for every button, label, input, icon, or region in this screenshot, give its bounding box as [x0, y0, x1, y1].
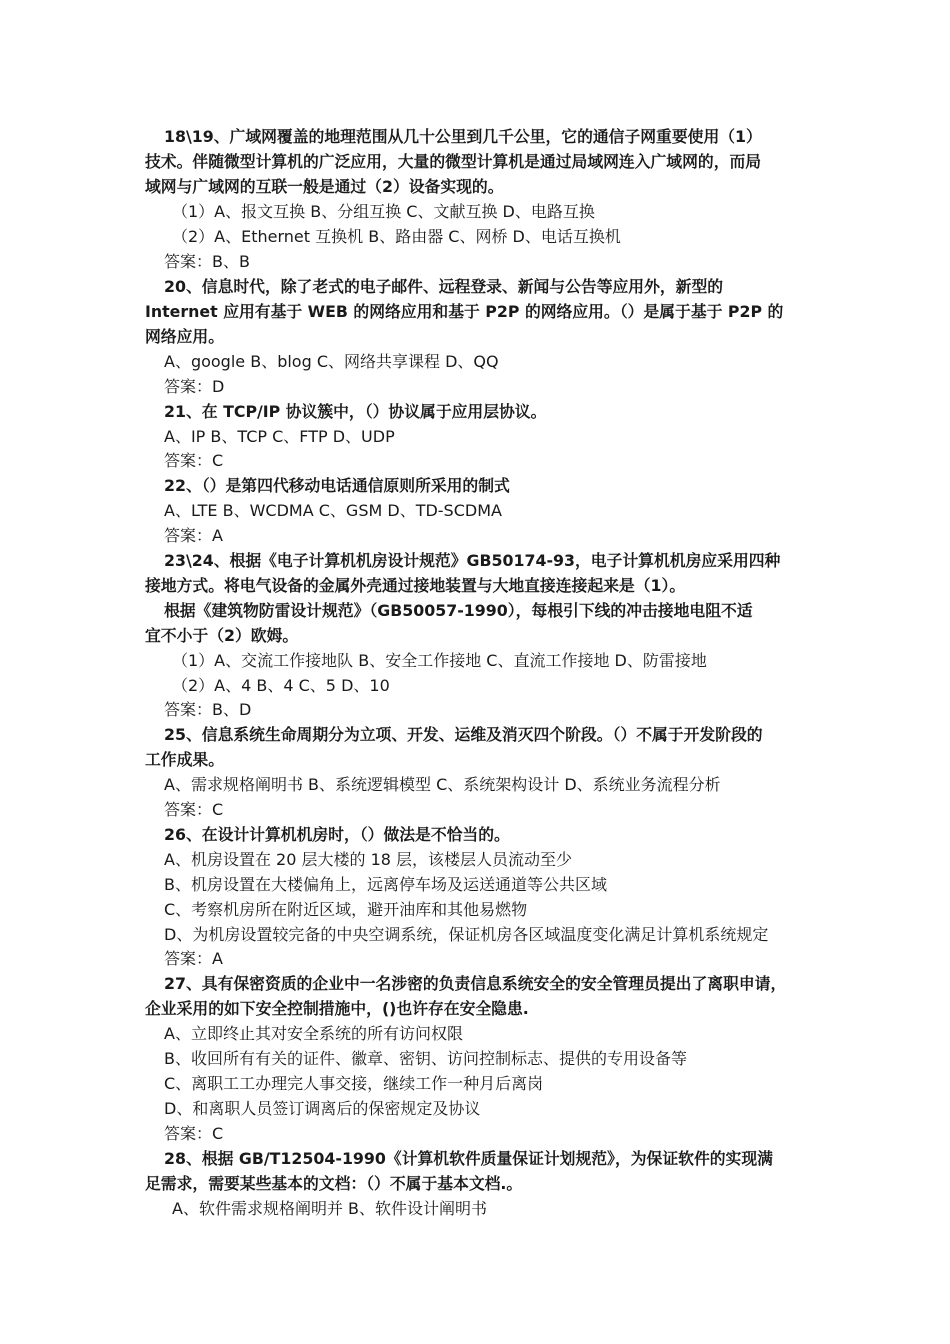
option-text-line: 答案：C [164, 1124, 224, 1143]
question-text-line: 企业采用的如下安全控制措施中，()也许存在安全隐患. [145, 999, 529, 1018]
question-text-line: 根据《建筑物防雷设计规范》（GB50057-1990），每根引下线的冲击接地电阻不适 [164, 601, 753, 620]
option-text-line: 答案：A [164, 526, 223, 545]
option-text-line: A、机房设置在 20 层大楼的 18 层，该楼层人员流动至少 [164, 850, 573, 869]
option-text-line: A、IP B、TCP C、FTP D、UDP [164, 427, 395, 446]
option-text-line: A、需求规格阐明书 B、系统逻辑模型 C、系统架构设计 D、系统业务流程分析 [164, 775, 721, 794]
question-text-line: 18\19、广域网覆盖的地理范围从几十公里到几千公里，它的通信子网重要使用（1） [164, 127, 762, 146]
question-text-line: 21、在 TCP/IP 协议簇中，（）协议属于应用层协议。 [164, 402, 547, 421]
question-text-line: 接地方式。将电气设备的金属外壳通过接地装置与大地直接连接起来是（1）。 [145, 576, 686, 595]
question-text-line: Internet 应用有基于 WEB 的网络应用和基于 P2P 的网络应用。（）是属于基于 P2P 的 [145, 302, 784, 321]
option-text-line: 答案：D [164, 377, 225, 396]
option-text-line: A、立即终止其对安全系统的所有访问权限 [164, 1024, 463, 1043]
question-text-line: 网络应用。 [145, 327, 224, 346]
option-text-line: D、为机房设置较完备的中央空调系统，保证机房各区域温度变化满足计算机系统规定 [164, 925, 769, 944]
question-text-line: 足需求，需要某些基本的文档：（）不属于基本文档.。 [145, 1174, 523, 1193]
option-text-line: A、LTE B、WCDMA C、GSM D、TD-SCDMA [164, 501, 502, 520]
option-text-line: 答案：B、B [164, 252, 250, 271]
option-text-line: （1）A、报文互换 B、分组互换 C、文献互换 D、电路互换 [172, 202, 595, 221]
option-text-line: 答案：A [164, 949, 223, 968]
question-text-line: 工作成果。 [145, 750, 224, 769]
option-text-line: （2）A、Ethernet 互换机 B、路由器 C、网桥 D、电话互换机 [172, 227, 621, 246]
option-text-line: C、考察机房所在附近区域，避开油库和其他易燃物 [164, 900, 528, 919]
question-text-line: 25、信息系统生命周期分为立项、开发、运维及消灭四个阶段。（）不属于开发阶段的 [164, 725, 763, 744]
option-text-line: D、和离职人员签订调离后的保密规定及协议 [164, 1099, 481, 1118]
question-text-line: 27、具有保密资质的企业中一名涉密的负责信息系统安全的安全管理员提出了离职申请， [164, 974, 787, 993]
option-text-line: 答案：C [164, 451, 224, 470]
question-text-line: 23\24、根据《电子计算机机房设计规范》GB50174-93，电子计算机机房应采用四种 [164, 551, 781, 570]
option-text-line: 答案：C [164, 800, 224, 819]
option-text-line: B、机房设置在大楼偏角上，远离停车场及运送通道等公共区域 [164, 875, 607, 894]
option-text-line: 答案：B、D [164, 700, 252, 719]
question-text-line: 域网与广域网的互联一般是通过（2）设备实现的。 [145, 177, 504, 196]
option-text-line: B、收回所有有关的证件、徽章、密钥、访问控制标志、提供的专用设备等 [164, 1049, 687, 1068]
question-text-line: 28、根据 GB/T12504-1990《计算机软件质量保证计划规范》，为保证软件的实现满 [164, 1149, 773, 1168]
question-text-line: 技术。伴随微型计算机的广泛应用，大量的微型计算机是通过局域网连入广域网的，而局 [145, 152, 762, 171]
question-text-line: 20、信息时代，除了老式的电子邮件、远程登录、新闻与公告等应用外，新型的 [164, 277, 724, 296]
option-text-line: （2）A、4 B、4 C、5 D、10 [172, 676, 390, 695]
question-text-line: 22、（）是第四代移动电话通信原则所采用的制式 [164, 476, 510, 495]
option-text-line: A、google B、blog C、网络共享课程 D、QQ [164, 352, 499, 371]
option-text-line: （1）A、交流工作接地队 B、安全工作接地 C、直流工作接地 D、防雷接地 [172, 651, 707, 670]
option-text-line: C、离职工工办理完人事交接，继续工作一种月后离岗 [164, 1074, 544, 1093]
question-text-line: 宜不小于（2）欧姆。 [145, 626, 299, 645]
question-text-line: 26、在设计计算机机房时，（）做法是不恰当的。 [164, 825, 510, 844]
option-text-line: A、软件需求规格阐明并 B、软件设计阐明书 [172, 1199, 488, 1218]
